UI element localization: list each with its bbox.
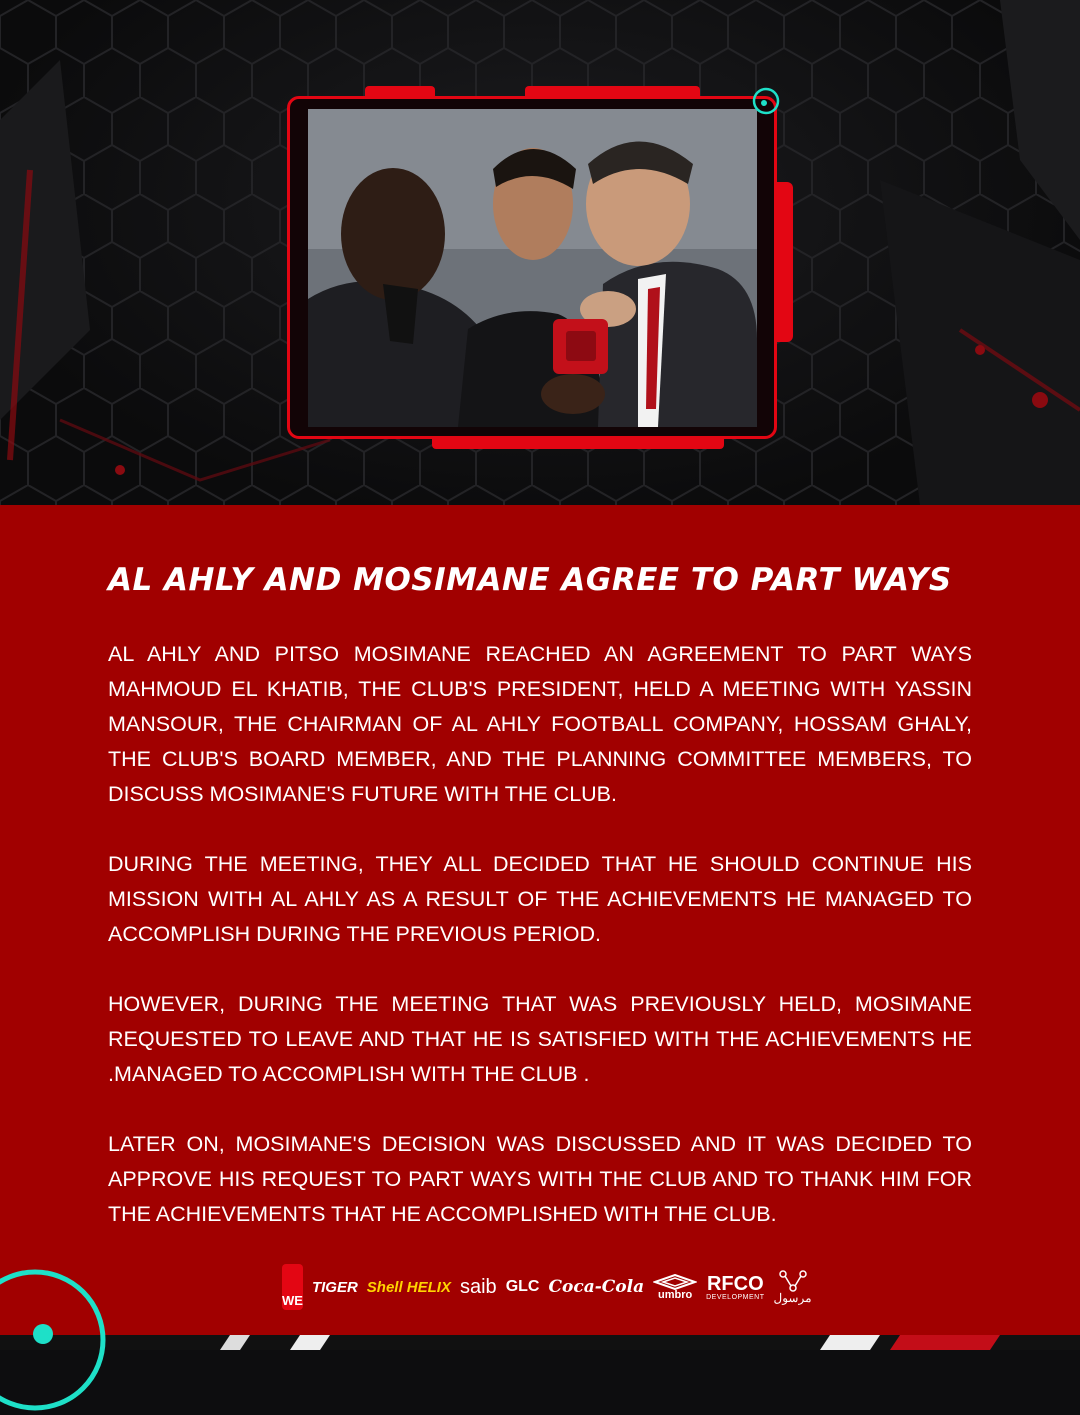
article-paragraph-2: DURING THE MEETING, THEY ALL DECIDED THAT HE SHOULD CONTINUE HIS MISSION WITH AL AHLY AS A RESULT OF THE ACHIEVEMENTS HE MANAGED TO ACCOMPLISH DURING THE PREVIOUS PERIOD. [108,852,972,946]
sponsor-rfco-subtext: DEVELOPMENT [706,1293,765,1301]
sponsor-shell-logo [367,1280,451,1295]
sponsor-glc-logo [506,1279,540,1295]
sponsor-umbro-text: umbro [657,1288,693,1301]
article-body [108,637,972,1267]
sponsor-mrsool-text: مرسول [773,1291,812,1305]
sponsor-shell-text: Shell HELIX [366,1278,451,1296]
sponsor-umbro-logo [653,1274,697,1301]
sponsor-we-logo [282,1264,303,1310]
article-paragraph-3: HOWEVER, DURING THE MEETING THAT WAS PREVIOUSLY HELD, MOSIMANE REQUESTED TO LEAVE AND THAT HE IS SATISFIED WITH THE ACHIEVEMENTS HE .MANAGED TO ACCOMPLISH WITH THE CLUB . [108,992,972,1086]
umbro-diamond-icon [653,1274,697,1290]
article-headline: AL AHLY AND MOSIMANE AGREE TO PART WAYS [108,562,952,598]
sponsor-coca-text: Coca-Cola [548,1276,645,1297]
sponsor-saib-text: saib [459,1276,497,1298]
sponsor-rfco-text: RFCO [706,1272,764,1295]
photo-illustration [308,109,757,427]
frame-tab-right [775,182,793,342]
article-paragraph-4: LATER ON, MOSIMANE'S DECISION WAS DISCUSSED AND IT WAS DECIDED TO APPROVE HIS REQUEST TO PART WAYS WITH THE CLUB AND TO THANK HIM FOR THE ACHIEVEMENTS THAT HE ACCOMPLISHED WITH THE CLUB. [108,1132,972,1226]
bottom-stripe-pattern [0,1335,1080,1350]
sponsor-coca-cola-logo [548,1276,645,1297]
sponsor-rfco-logo [706,1274,764,1301]
sponsor-mrsool-logo [774,1270,812,1304]
sponsor-saib-logo [460,1277,497,1297]
bottom-strip [0,1335,1080,1350]
mrsool-network-icon [779,1270,807,1292]
sponsor-glc-text: GLC [505,1278,540,1295]
news-photo [308,109,757,427]
sponsor-tiger-text: TIGER [311,1278,358,1296]
sponsor-we-text: WE [282,1293,303,1308]
sponsor-logos [282,1262,812,1312]
article-paragraph-1: AL AHLY AND PITSO MOSIMANE REACHED AN AGREEMENT TO PART WAYS MAHMOUD EL KHATIB, THE CLUB'S PRESIDENT, HELD A MEETING WITH YASSIN MANSOUR, THE CHAIRMAN OF AL AHLY FOOTBALL COMPANY, HOSSAM GHALY, THE CLUB'S BOARD MEMBER, AND THE PLANNING COMMITTEE MEMBERS, TO DISCUSS MOSIMANE'S FUTURE WITH THE CLUB. [108,642,972,806]
cyan-ring-icon [751,86,781,116]
cyan-corner-ring-icon [0,1265,110,1415]
sponsor-tiger-logo [312,1280,358,1295]
